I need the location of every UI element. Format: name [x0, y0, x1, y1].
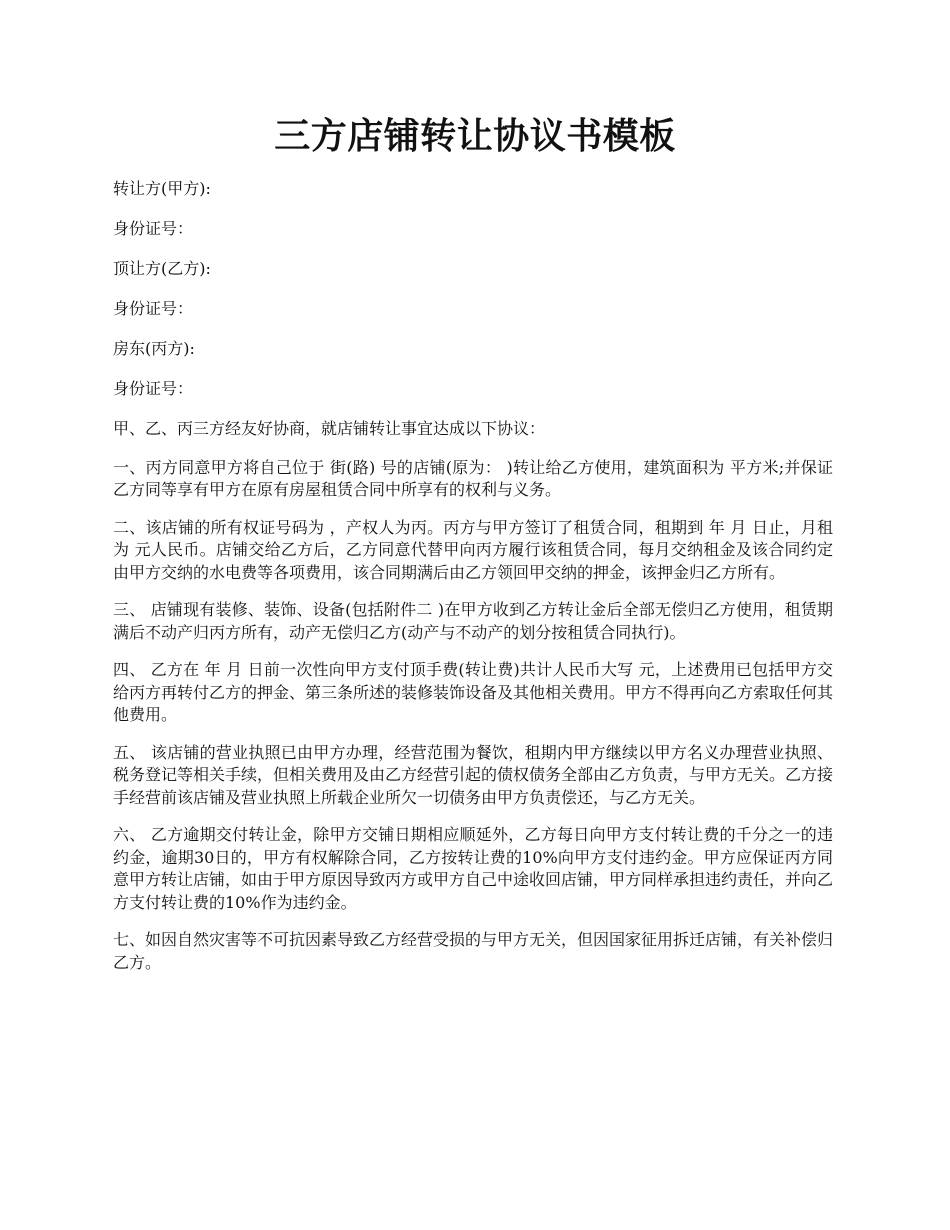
transferee-id-field: 身份证号：	[113, 299, 194, 318]
clause-1: 一、丙方同意甲方将自己位于 街(路) 号的店铺(原为： )转让给乙方使用，建筑面积为 平方米;并保证乙方同等享有甲方在原有房屋租赁合同中所享有的权利与义务。	[113, 457, 833, 499]
clause-6: 六、 乙方逾期交付转让金，除甲方交铺日期相应顺延外，乙方每日向甲方支付转让费的千分之一的违约金，逾期30日的，甲方有权解除合同，乙方按转让费的10%向甲方支付违约金。甲方应保证丙方同意甲方转让店铺，如由于甲方原因导致丙方或甲方自己中途收回店铺，甲方同样承担违约责任，并向乙方支付转让费的10%作为违约金。	[113, 825, 834, 912]
landlord-field: 房东(丙方):	[113, 339, 195, 358]
clause-5: 五、 该店铺的营业执照已由甲方办理，经营范围为餐饮，租期内甲方继续以甲方名义办理营业执照、税务登记等相关手续，但相关费用及由乙方经营引起的债权债务全部由乙方负责，与甲方无关。乙方接手经营前该店铺及营业执照上所载企业所欠一切债务由甲方负责偿还，与乙方无关。	[113, 742, 834, 807]
document-body	[113, 178, 833, 989]
transferor-field: 转让方(甲方):	[113, 179, 211, 198]
agreement-intro: 甲、乙、丙三方经友好协商，就店铺转让事宜达成以下协议：	[113, 419, 546, 438]
transferee-field: 顶让方(乙方):	[113, 259, 211, 278]
landlord-id-field: 身份证号：	[113, 379, 194, 398]
clause-2: 二、该店铺的所有权证号码为 ，产权人为丙。丙方与甲方签订了租赁合同，租期到 年 月 日止，月租为 元人民币。店铺交给乙方后，乙方同意代替甲向丙方履行该租赁合同，每月交纳租金及该合同约定由甲方交纳的水电费等各项费用，该合同期满后由乙方领回甲交纳的押金，该押金归乙方所有。	[113, 517, 833, 582]
clause-7: 七、如因自然灾害等不可抗因素导致乙方经营受损的与甲方无关，但因国家征用拆迁店铺，有关补偿归乙方。	[113, 930, 834, 972]
clause-3: 三、 店铺现有装修、装饰、设备(包括附件二 )在甲方收到乙方转让金后全部无偿归乙方使用，租赁期满后不动产归丙方所有，动产无偿归乙方(动产与不动产的划分按租赁合同执行)。	[113, 600, 833, 642]
clause-4: 四、 乙方在 年 月 日前一次性向甲方支付顶手费(转让费)共计人民币大写 元，上述费用已包括甲方交给丙方再转付乙方的押金、第三条所述的装修装饰设备及其他相关费用。甲方不得再向乙方索取任何其他费用。	[113, 660, 834, 724]
transferor-id-field: 身份证号：	[113, 219, 194, 238]
document-title: 三方店铺转让协议书模板	[274, 115, 676, 157]
